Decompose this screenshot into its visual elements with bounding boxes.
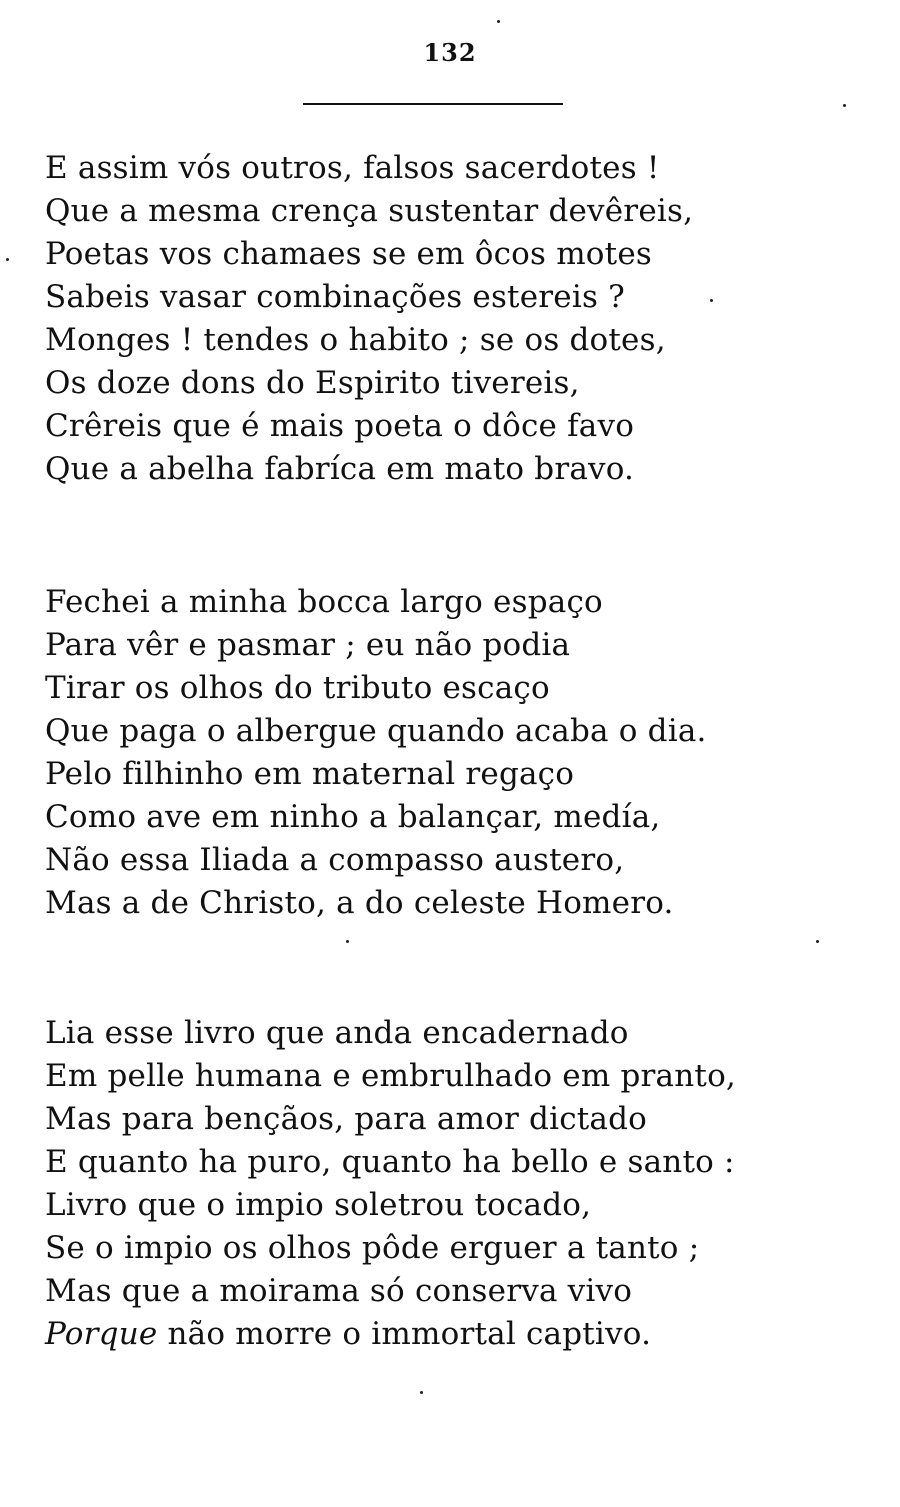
scan-speck bbox=[710, 299, 713, 302]
scan-speck bbox=[420, 1391, 423, 1394]
scan-speck bbox=[816, 940, 819, 943]
italic-word: Porque bbox=[45, 1316, 158, 1352]
verse-line: Pelo filhinho em maternal regaço bbox=[45, 756, 575, 792]
verse-line: Que a mesma crença sustentar devêreis, bbox=[45, 193, 694, 229]
verse-line: Lia esse livro que anda encadernado bbox=[45, 1015, 629, 1051]
verse-line: Crêreis que é mais poeta o dôce favo bbox=[45, 408, 635, 444]
scan-speck bbox=[843, 104, 846, 107]
stanza-2 bbox=[45, 581, 865, 925]
verse-line: E quanto ha puro, quanto ha bello e santo : bbox=[45, 1144, 735, 1180]
verse-line: Poetas vos chamaes se em ôcos motes bbox=[45, 236, 652, 272]
verse-line: Tirar os olhos do tributo escaço bbox=[45, 670, 550, 706]
verse-line: Em pelle humana e embrulhado em pranto, bbox=[45, 1058, 736, 1094]
verse-line: Não essa Iliada a compasso austero, bbox=[45, 842, 625, 878]
header-rule bbox=[303, 103, 563, 105]
verse-line: Mas que a moirama só conserva vivo bbox=[45, 1273, 633, 1309]
verse-line-rest: não morre o immortal captivo. bbox=[157, 1316, 652, 1352]
verse-line: Mas para bençãos, para amor dictado bbox=[45, 1101, 648, 1137]
verse-line: E assim vós outros, falsos sacerdotes ! bbox=[45, 150, 660, 186]
verse-line: Como ave em ninho a balançar, medía, bbox=[45, 799, 661, 835]
verse-line: Fechei a minha bocca largo espaço bbox=[45, 584, 603, 620]
verse-line: Que paga o albergue quando acaba o dia. bbox=[45, 713, 707, 749]
scan-speck bbox=[497, 20, 500, 23]
verse-line: Se o impio os olhos pôde erguer a tanto ; bbox=[45, 1230, 700, 1266]
verse-line: Que a abelha fabríca em mato bravo. bbox=[45, 451, 635, 487]
verse-line: Para vêr e pasmar ; eu não podia bbox=[45, 627, 571, 663]
verse-line: Mas a de Christo, a do celeste Homero. bbox=[45, 885, 674, 921]
verse-line: Livro que o impio soletrou tocado, bbox=[45, 1187, 592, 1223]
verse-line: Sabeis vasar combinações estereis ? bbox=[45, 279, 625, 315]
stanza-3 bbox=[45, 1012, 865, 1356]
verse-line-last bbox=[45, 1313, 865, 1356]
stanza-1 bbox=[45, 147, 865, 491]
verse-line: Monges ! tendes o habito ; se os dotes, bbox=[45, 322, 666, 358]
scan-speck bbox=[6, 258, 9, 261]
verse-line: Os doze dons do Espirito tivereis, bbox=[45, 365, 580, 401]
scan-speck bbox=[346, 940, 349, 943]
page-number: 132 bbox=[423, 38, 477, 67]
